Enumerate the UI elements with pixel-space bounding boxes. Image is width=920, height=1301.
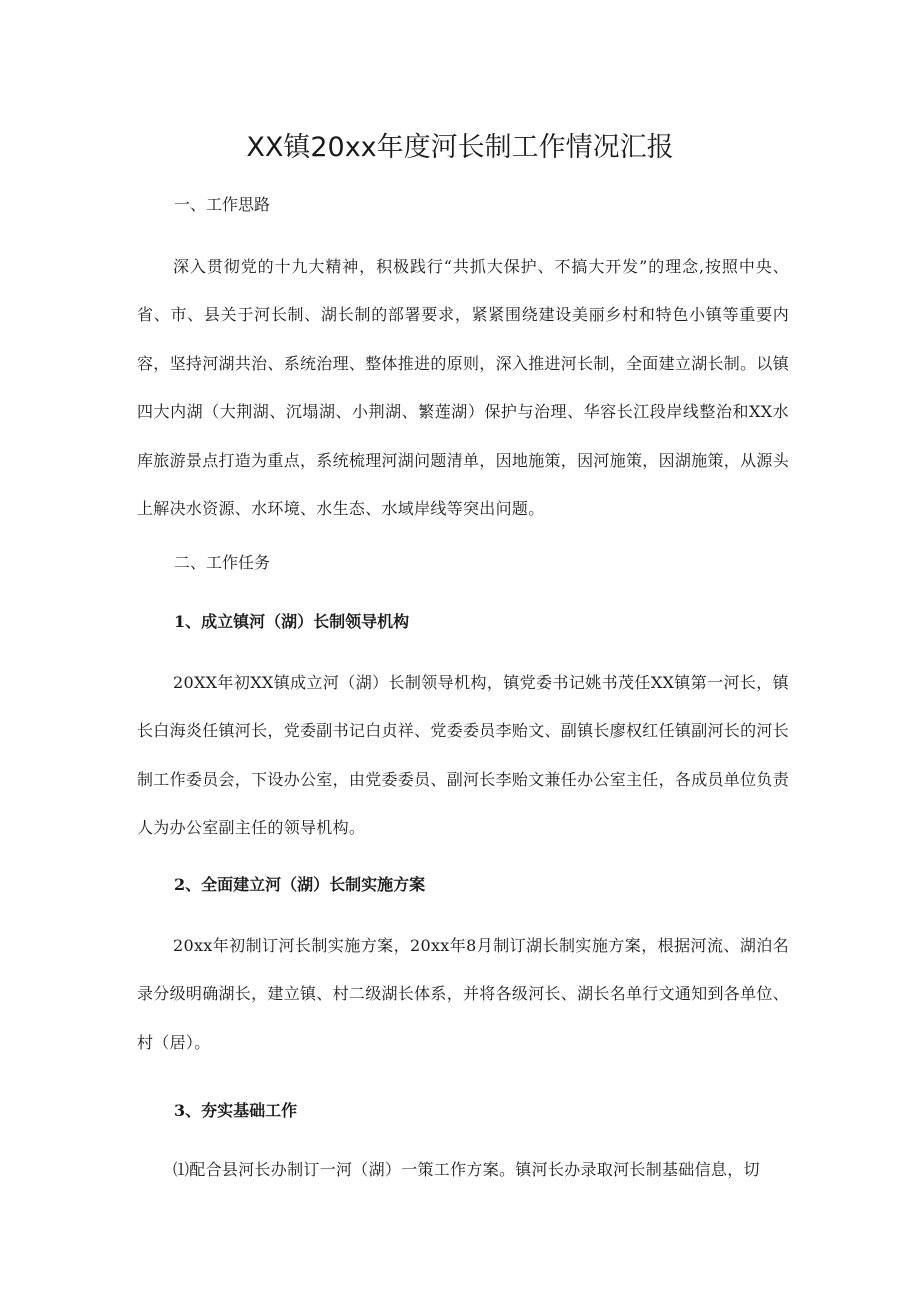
document-title: XX镇20xx年度河长制工作情况汇报 <box>246 132 674 163</box>
paragraph-foundation-work: ⑴配合县河长办制订一河（湖）一策工作方案。镇河长办录取河长制基础信息，切 <box>173 1160 760 1179</box>
paragraph-work-approach: 深入贯彻党的十九大精神，积极践行“共抓大保护、不搞大开发”的理念,按照中央、省、市、县关于河长制、湖长制的部署要求，紧紧围绕建设美丽乡村和特色小镇等重要内容，坚持河湖共治、系统治理、整体推进的原则，深入推进河长制，全面建立湖长制。以镇四大内湖（大荆湖、沉塌湖、小荆湖、繁莲湖）保护与治理、华容长江段岸线整治和XX水库旅游景点打造为重点，系统梳理河湖问题清单，因地施策，因河施策，因湖施策，从源头上解决水资源、水环境、水生态、水域岸线等突出问题。 <box>137 257 790 519</box>
section-heading-work-approach: 一、工作思路 <box>174 195 271 214</box>
subheading-leadership-body: 1、成立镇河（湖）长制领导机构 <box>174 612 410 631</box>
section-heading-work-tasks: 二、工作任务 <box>174 553 271 572</box>
paragraph-leadership-body: 20XX年初XX镇成立河（湖）长制领导机构，镇党委书记姚书茂任XX镇第一河长，镇长白海炎任镇河长，党委副书记白贞祥、党委委员李贻文、副镇长廖权红任镇副河长的河长制工作委员会，下设办公室，由党委委员、副河长李贻文兼任办公室主任，各成员单位负责人为办公室副主任的领导机构。 <box>137 673 790 838</box>
paragraph-implementation-plan: 20xx年初制订河长制实施方案，20xx年8月制订湖长制实施方案，根据河流、湖泊名录分级明确湖长，建立镇、村二级湖长体系，并将各级河长、湖长名单行文通知到各单位、村（居）。 <box>137 936 790 1052</box>
subheading-implementation-plan: 2、全面建立河（湖）长制实施方案 <box>174 875 426 894</box>
subheading-foundation-work: 3、夯实基础工作 <box>174 1101 298 1120</box>
